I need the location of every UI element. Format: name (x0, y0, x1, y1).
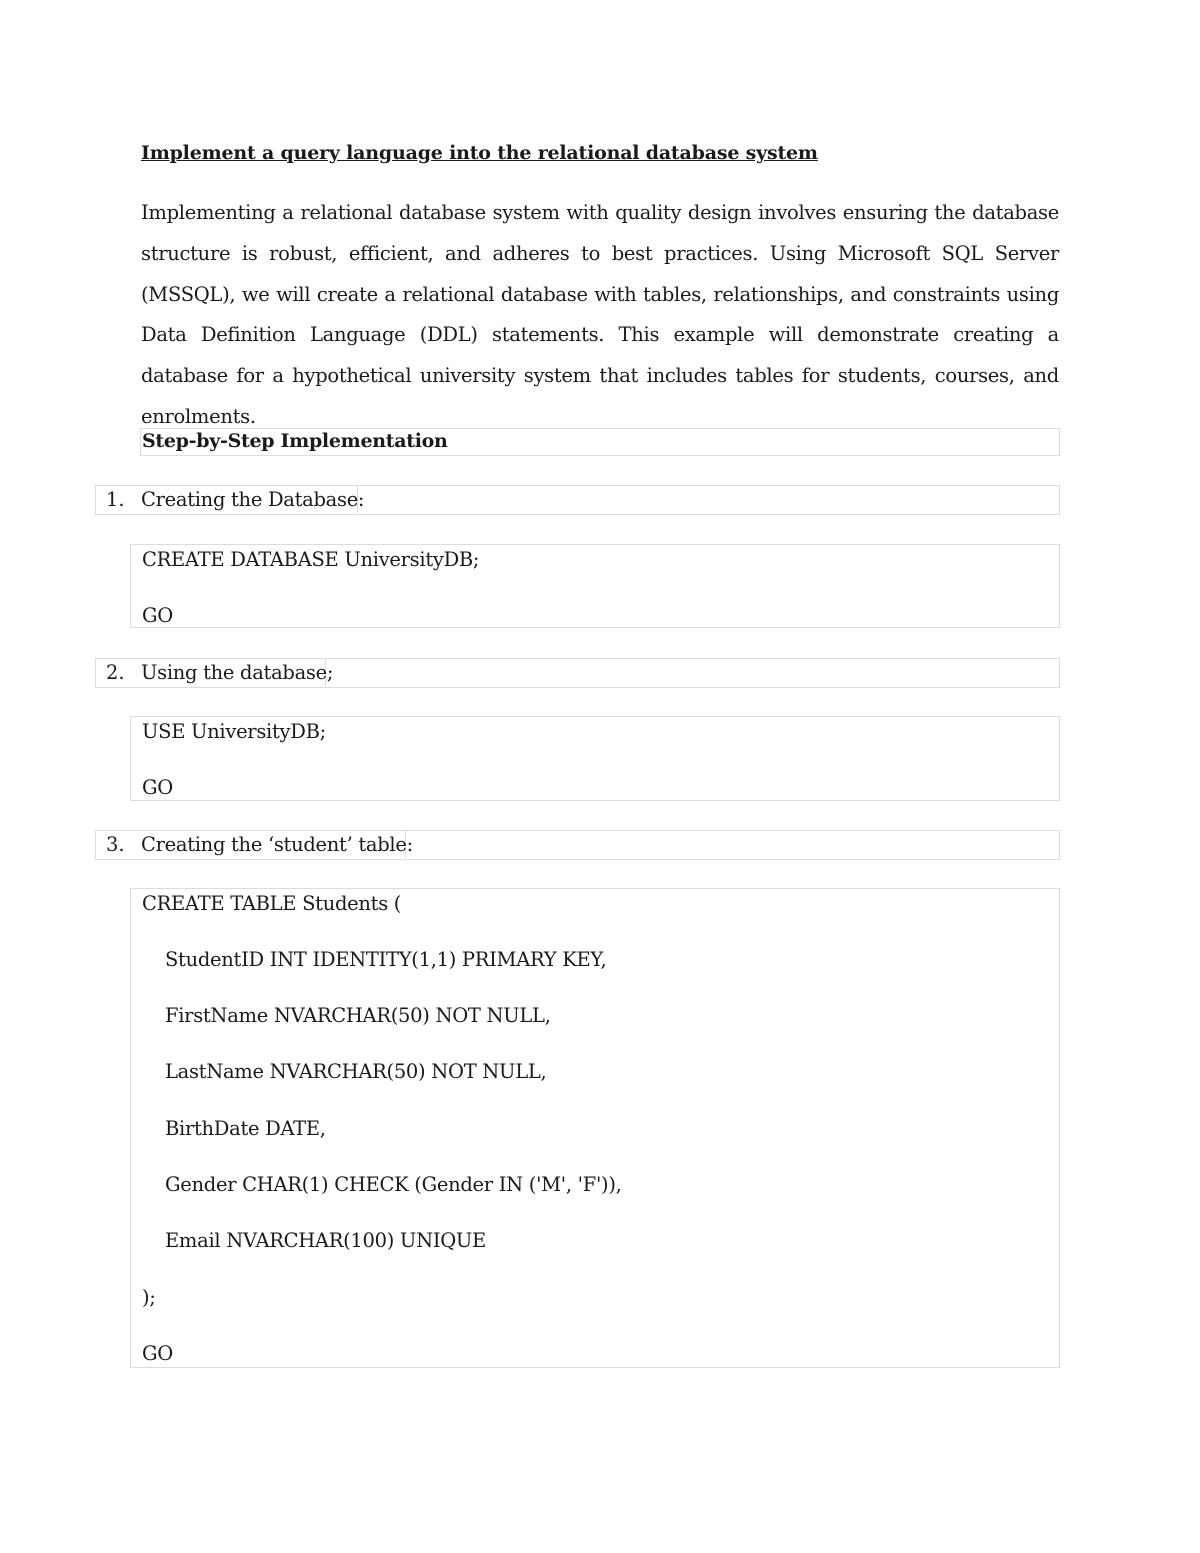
code-line: Gender CHAR(1) CHECK (Gender IN ('M', 'F')), (165, 1173, 622, 1196)
step-number: 1. (106, 488, 125, 511)
code-line: GO (142, 604, 173, 627)
code-block-1 (130, 544, 1060, 628)
step-1 (95, 485, 1060, 515)
code-block-3 (130, 888, 1060, 1368)
step-number: 3. (106, 833, 125, 856)
code-line: GO (142, 776, 173, 799)
step-3 (95, 830, 1060, 860)
code-line: BirthDate DATE, (165, 1117, 326, 1140)
subheading: Step-by-Step Implementation (142, 430, 448, 452)
code-line: GO (142, 1342, 173, 1365)
step-label: Using the database; (141, 661, 334, 684)
step-number: 2. (106, 661, 125, 684)
intro-paragraph: Implementing a relational database system with quality design involves ensuring the database structure is robust, efficient, and adheres to best practices. Using Microsoft SQL Server (MSSQL), we will create a relational database with tables, relationships, and constraints using Data Definition Language (DDL) statements. This example will demonstrate creating a database for a hypothetical university system that includes tables for students, courses, and enrolments. (141, 201, 1059, 428)
document-title: Implement a query language into the relational database system (141, 142, 818, 164)
code-line: CREATE TABLE Students ( (142, 892, 402, 915)
code-line: LastName NVARCHAR(50) NOT NULL, (165, 1060, 547, 1083)
step-2 (95, 658, 1060, 688)
code-line: ); (142, 1286, 156, 1309)
code-line: StudentID INT IDENTITY(1,1) PRIMARY KEY, (165, 948, 607, 971)
code-block-2 (130, 716, 1060, 801)
code-line: CREATE DATABASE UniversityDB; (142, 548, 480, 571)
step-label: Creating the Database: (141, 488, 365, 511)
code-line: Email NVARCHAR(100) UNIQUE (165, 1229, 486, 1252)
code-line: USE UniversityDB; (142, 720, 326, 743)
step-label: Creating the ‘student’ table: (141, 833, 413, 856)
subheading-box (140, 428, 1060, 456)
code-line: FirstName NVARCHAR(50) NOT NULL, (165, 1004, 551, 1027)
